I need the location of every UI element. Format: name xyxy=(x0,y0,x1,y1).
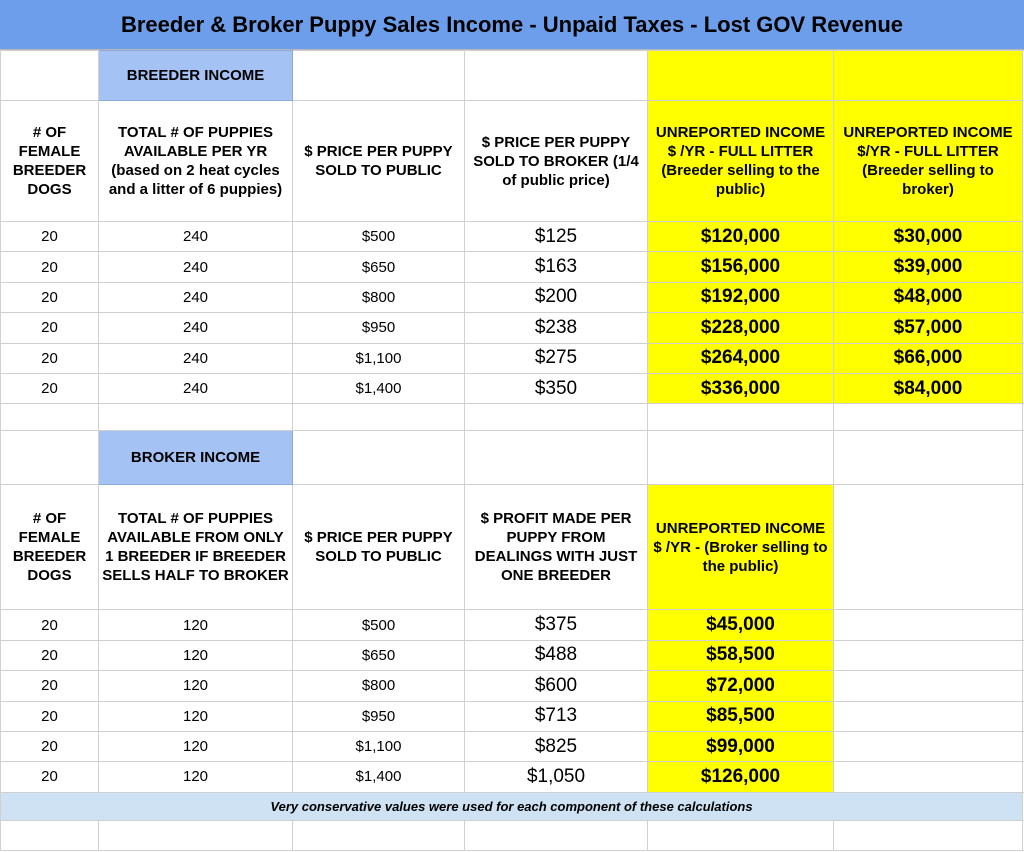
cell[interactable]: $950 xyxy=(293,701,465,731)
cell[interactable] xyxy=(99,820,293,850)
cell[interactable] xyxy=(293,404,465,431)
cell[interactable] xyxy=(834,701,1023,731)
broker-header-dogs: # OF FEMALE BREEDER DOGS xyxy=(1,485,99,610)
breeder-header-row xyxy=(1,101,1024,222)
breeder-header-public-price: $ PRICE PER PUPPY SOLD TO PUBLIC xyxy=(293,101,465,222)
cell[interactable]: 20 xyxy=(1,252,99,282)
breeder-section-label: BREEDER INCOME xyxy=(99,51,293,101)
sheet-title: Breeder & Broker Puppy Sales Income - Unpaid Taxes - Lost GOV Revenue xyxy=(0,0,1024,50)
cell[interactable]: $45,000 xyxy=(648,610,834,640)
breeder-header-broker-price: $ PRICE PER PUPPY SOLD TO BROKER (1/4 of public price) xyxy=(465,101,648,222)
broker-header-row xyxy=(1,485,1024,610)
cell[interactable]: $30,000 xyxy=(834,222,1023,252)
broker-header-puppies: TOTAL # OF PUPPIES AVAILABLE FROM ONLY 1 BREEDER IF BREEDER SELLS HALF TO BROKER xyxy=(99,485,293,610)
cell[interactable] xyxy=(293,431,465,485)
cell[interactable]: $264,000 xyxy=(648,343,834,373)
cell[interactable]: $192,000 xyxy=(648,282,834,312)
cell[interactable] xyxy=(465,51,648,101)
cell[interactable] xyxy=(465,820,648,850)
cell[interactable]: 240 xyxy=(99,373,293,403)
cell[interactable]: 20 xyxy=(1,282,99,312)
cell[interactable]: 20 xyxy=(1,313,99,343)
cell[interactable]: $99,000 xyxy=(648,731,834,761)
cell[interactable]: 20 xyxy=(1,731,99,761)
cell[interactable] xyxy=(834,404,1023,431)
cell[interactable] xyxy=(834,820,1023,850)
cell[interactable]: 120 xyxy=(99,701,293,731)
cell[interactable] xyxy=(648,431,834,485)
broker-header-public-price: $ PRICE PER PUPPY SOLD TO PUBLIC xyxy=(293,485,465,610)
table-row xyxy=(1,610,1024,640)
cell[interactable]: 120 xyxy=(99,671,293,701)
table-row xyxy=(1,343,1024,373)
table-row xyxy=(1,252,1024,282)
broker-header-profit: $ PROFIT MADE PER PUPPY FROM DEALINGS WITH JUST ONE BREEDER xyxy=(465,485,648,610)
cell[interactable]: $488 xyxy=(465,640,648,670)
cell[interactable] xyxy=(834,640,1023,670)
cell[interactable] xyxy=(293,820,465,850)
cell[interactable]: $66,000 xyxy=(834,343,1023,373)
cell[interactable]: $72,000 xyxy=(648,671,834,701)
cell[interactable] xyxy=(99,404,293,431)
cell[interactable]: $163 xyxy=(465,252,648,282)
cell[interactable]: $375 xyxy=(465,610,648,640)
footnote: Very conservative values were used for each component of these calculations xyxy=(1,792,1023,820)
cell[interactable]: $275 xyxy=(465,343,648,373)
cell[interactable] xyxy=(834,431,1023,485)
cell[interactable]: $238 xyxy=(465,313,648,343)
cell[interactable]: 20 xyxy=(1,222,99,252)
breeder-header-puppies: TOTAL # OF PUPPIES AVAILABLE PER YR (based on 2 heat cycles and a litter of 6 puppies) xyxy=(99,101,293,222)
breeder-header-dogs: # OF FEMALE BREEDER DOGS xyxy=(1,101,99,222)
cell[interactable]: $48,000 xyxy=(834,282,1023,312)
cell[interactable]: $600 xyxy=(465,671,648,701)
cell[interactable] xyxy=(834,610,1023,640)
cell[interactable]: $125 xyxy=(465,222,648,252)
cell[interactable]: $1,100 xyxy=(293,343,465,373)
table-row xyxy=(1,222,1024,252)
cell[interactable]: $200 xyxy=(465,282,648,312)
cell[interactable]: 20 xyxy=(1,671,99,701)
cell[interactable]: 20 xyxy=(1,762,99,792)
cell[interactable] xyxy=(834,731,1023,761)
cell[interactable]: $1,400 xyxy=(293,762,465,792)
cell[interactable] xyxy=(1,404,99,431)
cell[interactable] xyxy=(648,820,834,850)
cell[interactable]: $350 xyxy=(465,373,648,403)
cell[interactable]: $825 xyxy=(465,731,648,761)
cell[interactable]: 240 xyxy=(99,282,293,312)
cell[interactable]: $713 xyxy=(465,701,648,731)
cell[interactable]: 240 xyxy=(99,313,293,343)
cell[interactable]: $336,000 xyxy=(648,373,834,403)
cell[interactable]: $800 xyxy=(293,282,465,312)
cell[interactable]: 240 xyxy=(99,222,293,252)
broker-header-income: UNREPORTED INCOME $ /YR - (Broker selling to the public) xyxy=(648,485,834,610)
cell[interactable]: $800 xyxy=(293,671,465,701)
cell[interactable] xyxy=(465,404,648,431)
table-row xyxy=(1,373,1024,403)
cell[interactable] xyxy=(1,820,99,850)
table-row xyxy=(1,313,1024,343)
cell[interactable]: $650 xyxy=(293,640,465,670)
cell[interactable]: $120,000 xyxy=(648,222,834,252)
breeder-header-income-broker: UNREPORTED INCOME $/YR - FULL LITTER (Breeder selling to broker) xyxy=(834,101,1023,222)
cell[interactable]: $500 xyxy=(293,222,465,252)
cell[interactable]: 20 xyxy=(1,640,99,670)
cell[interactable]: $156,000 xyxy=(648,252,834,282)
cell[interactable]: $58,500 xyxy=(648,640,834,670)
table-row xyxy=(1,282,1024,312)
cell[interactable]: 20 xyxy=(1,373,99,403)
cell[interactable]: 20 xyxy=(1,610,99,640)
cell[interactable]: $500 xyxy=(293,610,465,640)
cell[interactable]: 20 xyxy=(1,701,99,731)
cell[interactable]: 120 xyxy=(99,610,293,640)
cell[interactable]: $650 xyxy=(293,252,465,282)
cell[interactable]: 240 xyxy=(99,343,293,373)
cell[interactable]: $85,500 xyxy=(648,701,834,731)
cell[interactable] xyxy=(1,431,99,485)
cell[interactable]: $1,050 xyxy=(465,762,648,792)
income-table xyxy=(0,50,1024,851)
table-row xyxy=(1,640,1024,670)
table-row xyxy=(1,731,1024,761)
cell[interactable]: $126,000 xyxy=(648,762,834,792)
cell[interactable]: 240 xyxy=(99,252,293,282)
cell[interactable]: $57,000 xyxy=(834,313,1023,343)
cell[interactable] xyxy=(834,51,1023,101)
table-row xyxy=(1,671,1024,701)
cell[interactable]: $39,000 xyxy=(834,252,1023,282)
cell[interactable]: $1,100 xyxy=(293,731,465,761)
cell[interactable]: 120 xyxy=(99,640,293,670)
cell[interactable] xyxy=(648,404,834,431)
cell[interactable] xyxy=(648,51,834,101)
table-row xyxy=(1,762,1024,792)
cell[interactable] xyxy=(834,762,1023,792)
cell[interactable]: $950 xyxy=(293,313,465,343)
cell[interactable]: 20 xyxy=(1,343,99,373)
cell[interactable]: $84,000 xyxy=(834,373,1023,403)
broker-section-label: BROKER INCOME xyxy=(99,431,293,485)
cell[interactable]: $1,400 xyxy=(293,373,465,403)
cell[interactable] xyxy=(1,51,99,101)
cell[interactable] xyxy=(834,485,1023,610)
cell[interactable]: $228,000 xyxy=(648,313,834,343)
cell[interactable]: 120 xyxy=(99,731,293,761)
cell[interactable]: 120 xyxy=(99,762,293,792)
cell[interactable] xyxy=(465,431,648,485)
breeder-header-income-public: UNREPORTED INCOME $ /YR - FULL LITTER (Breeder selling to the public) xyxy=(648,101,834,222)
cell[interactable] xyxy=(293,51,465,101)
table-row xyxy=(1,701,1024,731)
cell[interactable] xyxy=(834,671,1023,701)
